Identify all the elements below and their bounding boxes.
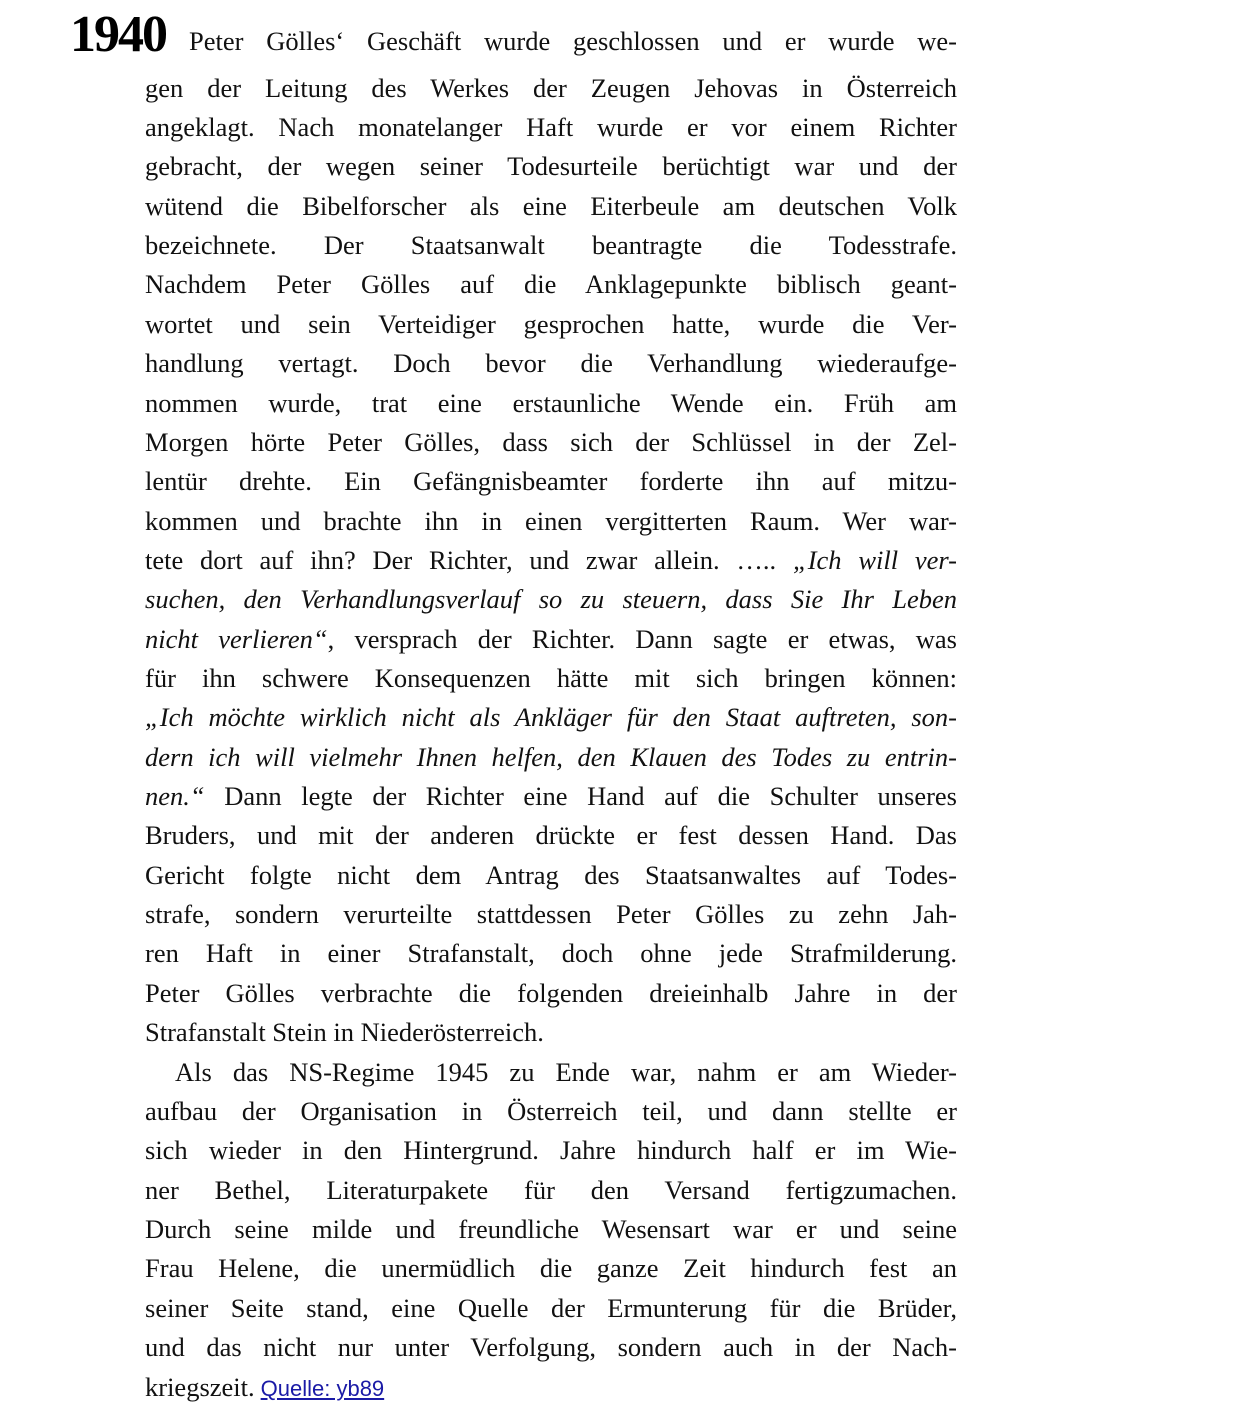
text-line xyxy=(145,147,957,186)
text-line xyxy=(145,895,957,934)
body-text: strafe, sondern verurteilte stattdessen Peter Gölles zu zehn Jah- xyxy=(145,899,957,929)
body-text: Strafanstalt Stein in Niederösterreich. xyxy=(145,1017,544,1047)
text-line xyxy=(145,226,957,265)
body-text: für ihn schwere Konsequenzen hätte mit sich bringen können: xyxy=(145,663,957,693)
text-line xyxy=(189,22,957,61)
text-line xyxy=(145,187,957,226)
text-line xyxy=(145,659,957,698)
source-link[interactable]: Quelle: yb89 xyxy=(260,1376,385,1401)
text-line xyxy=(145,777,957,816)
quote-text: „Ich will ver- xyxy=(792,545,957,575)
text-line xyxy=(145,305,957,344)
text-line xyxy=(145,1328,957,1367)
text-line xyxy=(145,856,957,895)
text-line xyxy=(145,265,957,304)
text-line xyxy=(145,620,957,659)
body-text: wortet und sein Verteidiger gesprochen hatte, wurde die Ver- xyxy=(145,309,957,339)
text-line xyxy=(145,384,957,423)
body-text: Morgen hörte Peter Gölles, dass sich der Schlüssel in der Zel- xyxy=(145,427,957,457)
body-text: Als das NS-Regime 1945 zu Ende war, nahm er am Wieder- xyxy=(175,1057,957,1087)
body-text: wütend die Bibelforscher als eine Eiterbeule am deutschen Volk xyxy=(145,191,957,221)
body-text: kriegszeit. xyxy=(145,1372,255,1402)
body-text: gebracht, der wegen seiner Todesurteile berüchtigt war und der xyxy=(145,151,957,181)
quote-text: nen.“ xyxy=(145,781,205,811)
body-text: sich wieder in den Hintergrund. Jahre hindurch half er im Wie- xyxy=(145,1135,957,1165)
quote-text: nicht verlieren“ xyxy=(145,624,328,654)
text-line xyxy=(145,974,957,1013)
body-text: Frau Helene, die unermüdlich die ganze Zeit hindurch fest an xyxy=(145,1253,957,1283)
body-text: und das nicht nur unter Verfolgung, sondern auch in der Nach- xyxy=(145,1332,957,1362)
quote-text: „Ich möchte wirklich nicht als Ankläger für den Staat auftreten, son- xyxy=(145,702,957,732)
year-heading: 1940 xyxy=(70,6,166,63)
text-line xyxy=(145,1368,957,1407)
text-line xyxy=(145,423,957,462)
text-line xyxy=(145,1289,957,1328)
text-line xyxy=(145,69,957,108)
text-line xyxy=(145,1171,957,1210)
body-text: Durch seine milde und freundliche Wesensart war er und seine xyxy=(145,1214,957,1244)
text-line xyxy=(145,502,957,541)
text-line xyxy=(145,580,957,619)
quote-text: dern ich will vielmehr Ihnen helfen, den Klauen des Todes zu entrin- xyxy=(145,742,957,772)
body-text: , versprach der Richter. Dann sagte er etwas, was xyxy=(327,624,957,654)
body-text: tete dort auf ihn? Der Richter, und zwar allein. ….. xyxy=(145,545,793,575)
body-text: Bruders, und mit der anderen drückte er fest dessen Hand. Das xyxy=(145,820,957,850)
body-text: bezeichnete. Der Staatsanwalt beantragte die Todesstrafe. xyxy=(145,230,957,260)
text-line xyxy=(145,934,957,973)
body-text: handlung vertagt. Doch bevor die Verhandlung wiederaufge- xyxy=(145,348,957,378)
quote-text: suchen, den Verhandlungsverlauf so zu steuern, dass Sie Ihr Leben xyxy=(145,584,957,614)
text-line xyxy=(145,541,957,580)
body-text: Peter Gölles verbrachte die folgenden dreieinhalb Jahre in der xyxy=(145,978,957,1008)
body-text: Dann legte der Richter eine Hand auf die Schulter unseres xyxy=(204,781,957,811)
body-text: ner Bethel, Literaturpakete für den Versand fertigzumachen. xyxy=(145,1175,957,1205)
text-line xyxy=(145,1131,957,1170)
text-line xyxy=(145,1210,957,1249)
body-text: ren Haft in einer Strafanstalt, doch ohne jede Strafmilderung. xyxy=(145,938,957,968)
text-line xyxy=(145,108,957,147)
text-line xyxy=(145,1249,957,1288)
body-text: lentür drehte. Ein Gefängnisbeamter forderte ihn auf mitzu- xyxy=(145,466,957,496)
body-text: Gericht folgte nicht dem Antrag des Staatsanwaltes auf Todes- xyxy=(145,860,957,890)
body-text: seiner Seite stand, eine Quelle der Ermunterung für die Brüder, xyxy=(145,1293,957,1323)
body-text: Nachdem Peter Gölles auf die Anklagepunkte biblisch geant- xyxy=(145,269,957,299)
body-text: gen der Leitung des Werkes der Zeugen Jehovas in Österreich xyxy=(145,73,957,103)
text-line xyxy=(145,738,957,777)
text-line xyxy=(145,1092,957,1131)
body-text: angeklagt. Nach monatelanger Haft wurde er vor einem Richter xyxy=(145,112,957,142)
body-text: aufbau der Organisation in Österreich teil, und dann stellte er xyxy=(145,1096,957,1126)
text-line xyxy=(145,344,957,383)
text-line xyxy=(145,1013,957,1052)
body-text: nommen wurde, trat eine erstaunliche Wende ein. Früh am xyxy=(145,388,957,418)
body-text: Peter Gölles‘ Geschäft wurde geschlossen und er wurde we- xyxy=(189,26,957,56)
body-text: kommen und brachte ihn in einen vergitterten Raum. Wer war- xyxy=(145,506,957,536)
text-line xyxy=(145,462,957,501)
text-line xyxy=(145,1053,957,1092)
text-line xyxy=(145,698,957,737)
text-line xyxy=(145,816,957,855)
